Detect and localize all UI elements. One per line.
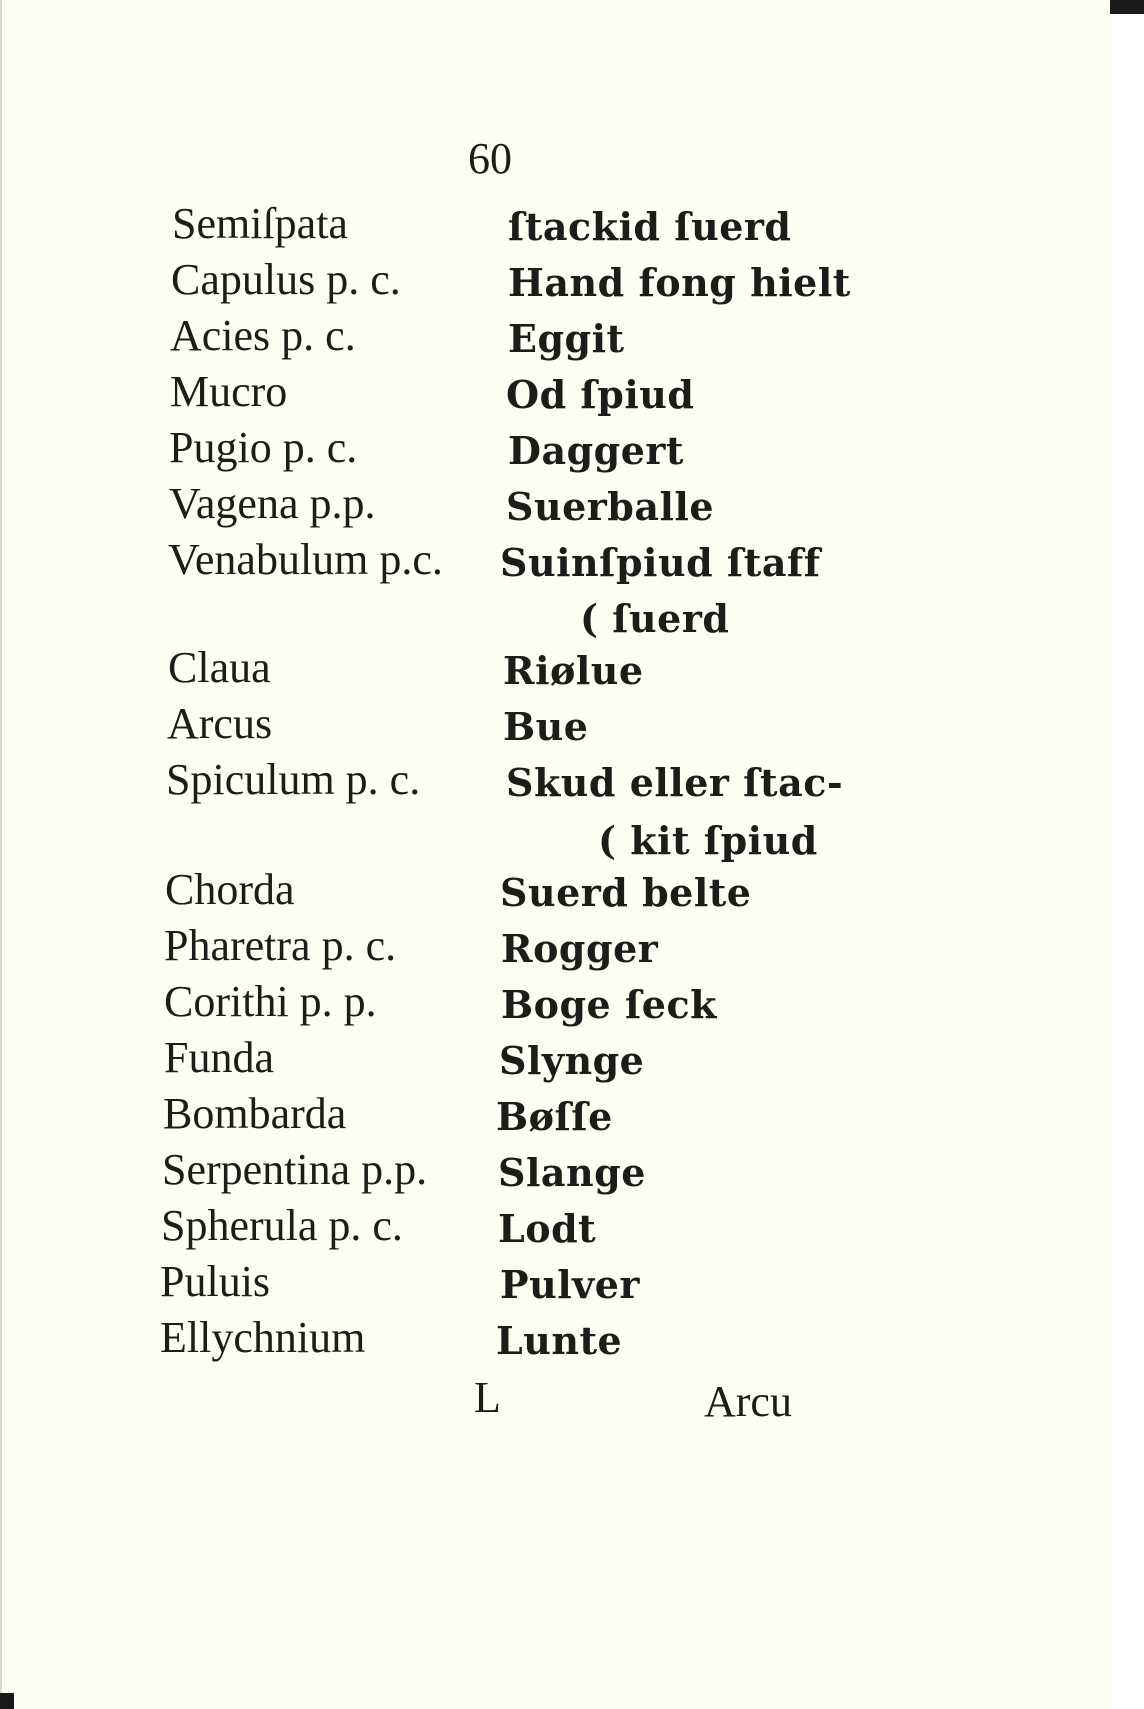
vernacular-term: Suerballe <box>506 484 715 529</box>
scan-margin-right <box>1112 0 1144 1709</box>
catchword: Arcu <box>704 1377 792 1426</box>
latin-term: Vagena p.p. <box>169 479 376 528</box>
vernacular-continuation: ( ſuerd <box>580 596 730 641</box>
latin-term: Mucro <box>170 367 288 416</box>
vernacular-term: Rogger <box>501 926 659 971</box>
vernacular-term: Od ſpiud <box>506 372 695 417</box>
latin-term: Chorda <box>165 865 295 914</box>
latin-term: Spherula p. c. <box>161 1201 403 1250</box>
vernacular-term: Skud eller ſtac- <box>506 760 844 805</box>
vernacular-term: Lodt <box>498 1206 597 1251</box>
scan-edge-mark-top <box>1110 0 1144 14</box>
latin-term: Arcus <box>167 699 273 748</box>
vernacular-term: Bøſſe <box>496 1094 613 1139</box>
latin-term: Puluis <box>160 1257 271 1306</box>
latin-term: Venabulum p.c. <box>168 535 443 584</box>
vernacular-term: ſtackid ſuerd <box>508 204 792 249</box>
latin-term: Corithi p. p. <box>164 977 377 1026</box>
vernacular-term: Bue <box>503 704 589 749</box>
signature-mark: L <box>474 1373 501 1422</box>
vernacular-term: Eggit <box>508 316 625 361</box>
latin-term: Ellychnium <box>160 1313 366 1362</box>
vernacular-term: Suinſpiud ſtaff <box>500 540 821 585</box>
vernacular-term: Slange <box>498 1150 646 1195</box>
vernacular-term: Lunte <box>496 1318 623 1363</box>
latin-term: Spiculum p. c. <box>166 755 421 804</box>
scan-edge-mark-bottom <box>0 1693 14 1709</box>
latin-term: Serpentina p.p. <box>162 1145 428 1194</box>
vernacular-continuation: ( kit ſpiud <box>598 818 818 863</box>
latin-term: Funda <box>164 1033 274 1082</box>
latin-term: Pharetra p. c. <box>164 921 397 970</box>
vernacular-term: Riølue <box>503 648 644 693</box>
latin-term: Bombarda <box>163 1089 347 1138</box>
page-number: 60 <box>468 134 512 183</box>
latin-term: Semiſpata <box>172 199 348 248</box>
latin-term: Acies p. c. <box>170 311 356 360</box>
vernacular-term: Slynge <box>499 1038 645 1083</box>
latin-term: Claua <box>168 643 271 692</box>
vernacular-term: Boge ſeck <box>501 982 717 1027</box>
vernacular-term: Pulver <box>500 1262 640 1307</box>
vernacular-term: Daggert <box>508 428 684 473</box>
latin-term: Capulus p. c. <box>171 255 401 304</box>
vernacular-term: Hand fong hielt <box>508 260 851 305</box>
vernacular-term: Suerd belte <box>500 870 752 915</box>
scan-edge-line <box>0 0 2 1709</box>
latin-term: Pugio p. c. <box>169 423 358 472</box>
